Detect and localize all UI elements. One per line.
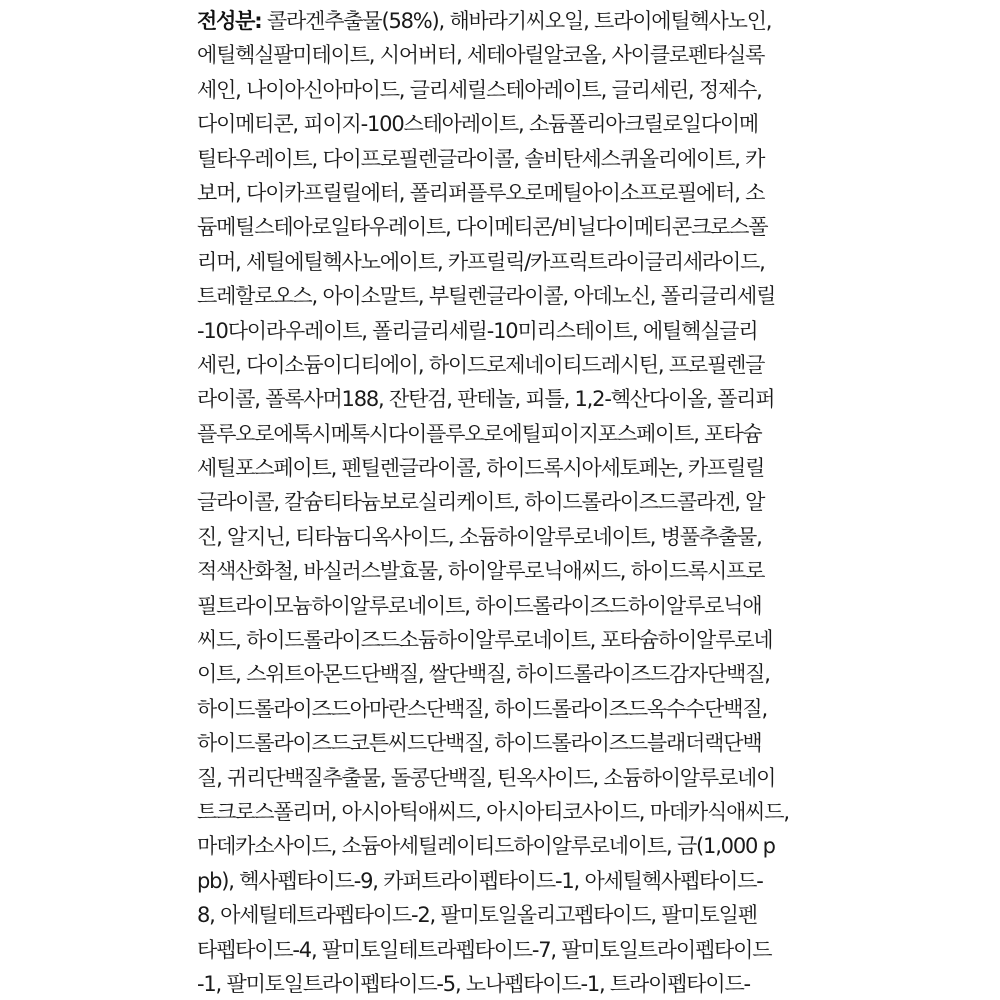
ingredient-line: 질, 귀리단백질추출물, 돌콩단백질, 틴옥사이드, 소듐하이알루로네이 (197, 765, 776, 790)
ingredient-line-text: 콜라겐추출물(58%), 해바라기씨오일, 트라이에틸헥사노인, (261, 9, 772, 33)
ingredient-line: 세린, 다이소듐이디티에이, 하이드로제네이티드레시틴, 프로필렌글 (197, 352, 765, 377)
ingredient-line: 필트라이모늄하이알루로네이트, 하이드롤라이즈드하이알루로닉애 (197, 593, 762, 618)
ingredient-line: 다이메티콘, 피이지-100스테아레이트, 소듐폴리아크릴로일다이메 (197, 112, 758, 137)
ingredient-line: -10다이라우레이트, 폴리글리세릴-10미리스테이트, 에틸헥실글리 (197, 318, 758, 343)
ingredient-line: 적색산화철, 바실러스발효물, 하이알루로닉애씨드, 하이드록시프로 (197, 559, 765, 584)
ingredient-line: 씨드, 하이드롤라이즈드소듐하이알루로네이트, 포타슘하이알루로네 (197, 628, 773, 653)
ingredient-line: 진, 알지닌, 티타늄디옥사이드, 소듐하이알루로네이트, 병풀추출물, (197, 524, 762, 549)
ingredient-line: 틸타우레이트, 다이프로필렌글라이콜, 솔비탄세스퀴올리에이트, 카 (197, 146, 765, 171)
ingredient-line: 하이드롤라이즈드아마란스단백질, 하이드롤라이즈드옥수수단백질, (197, 696, 767, 721)
ingredient-line: 세틸포스페이트, 펜틸렌글라이콜, 하이드록시아세토페논, 카프릴릴 (197, 456, 765, 481)
ingredient-line: 에틸헥실팔미테이트, 시어버터, 세테아릴알코올, 사이클로펜타실록 (197, 43, 765, 68)
ingredient-list (197, 4, 817, 1000)
ingredient-line: -1, 팔미토일트라이펩타이드-5, 노나펩타이드-1, 트라이펩타이드- (197, 971, 750, 996)
ingredient-line: 리머, 세틸에틸헥사노에이트, 카프릴릭/카프릭트라이글리세라이드, (197, 249, 765, 274)
ingredient-line: 이트, 스위트아몬드단백질, 쌀단백질, 하이드롤라이즈드감자단백질, (197, 662, 770, 687)
ingredient-line: 글라이콜, 칼슘티타늄보로실리케이트, 하이드롤라이즈드콜라겐, 알 (197, 490, 765, 515)
ingredient-line: 라이콜, 폴록사머188, 잔탄검, 판테놀, 피틀, 1,2-헥산다이올, 폴리퍼 (197, 387, 775, 412)
ingredient-line: 트크로스폴리머, 아시아틱애씨드, 아시아티코사이드, 마데카식애씨드, (197, 799, 789, 824)
ingredient-line: 8, 아세틸테트라펩타이드-2, 팔미토일올리고펩타이드, 팔미토일펜 (197, 903, 757, 928)
ingredient-line: 플루오로에톡시메톡시다이플루오로에틸피이지포스페이트, 포타슘 (197, 421, 762, 446)
ingredient-line: 하이드롤라이즈드코튼씨드단백질, 하이드롤라이즈드블래더랙단백 (197, 731, 762, 756)
ingredient-line: 타펩타이드-4, 팔미토일테트라펩타이드-7, 팔미토일트라이펩타이드 (197, 937, 772, 962)
ingredient-line: 마데카소사이드, 소듐아세틸레이티드하이알루로네이트, 금(1,000 p (197, 834, 775, 859)
ingredient-line (197, 4, 817, 38)
ingredient-line: 듐메틸스테아로일타우레이트, 다이메티콘/비닐다이메티콘크로스폴 (197, 215, 768, 240)
ingredient-line: 보머, 다이카프릴릴에터, 폴리퍼플루오로메틸아이소프로필에터, 소 (197, 180, 765, 205)
ingredients-label: 전성분: (197, 9, 262, 33)
ingredient-line: 세인, 나이아신아마이드, 글리세릴스테아레이트, 글리세린, 정제수, (197, 77, 762, 102)
ingredient-line: 트레할로오스, 아이소말트, 부틸렌글라이콜, 아데노신, 폴리글리세릴 (197, 284, 776, 309)
ingredient-line: pb), 헥사펩타이드-9, 카퍼트라이펩타이드-1, 아세틸헥사펩타이드- (197, 868, 763, 893)
